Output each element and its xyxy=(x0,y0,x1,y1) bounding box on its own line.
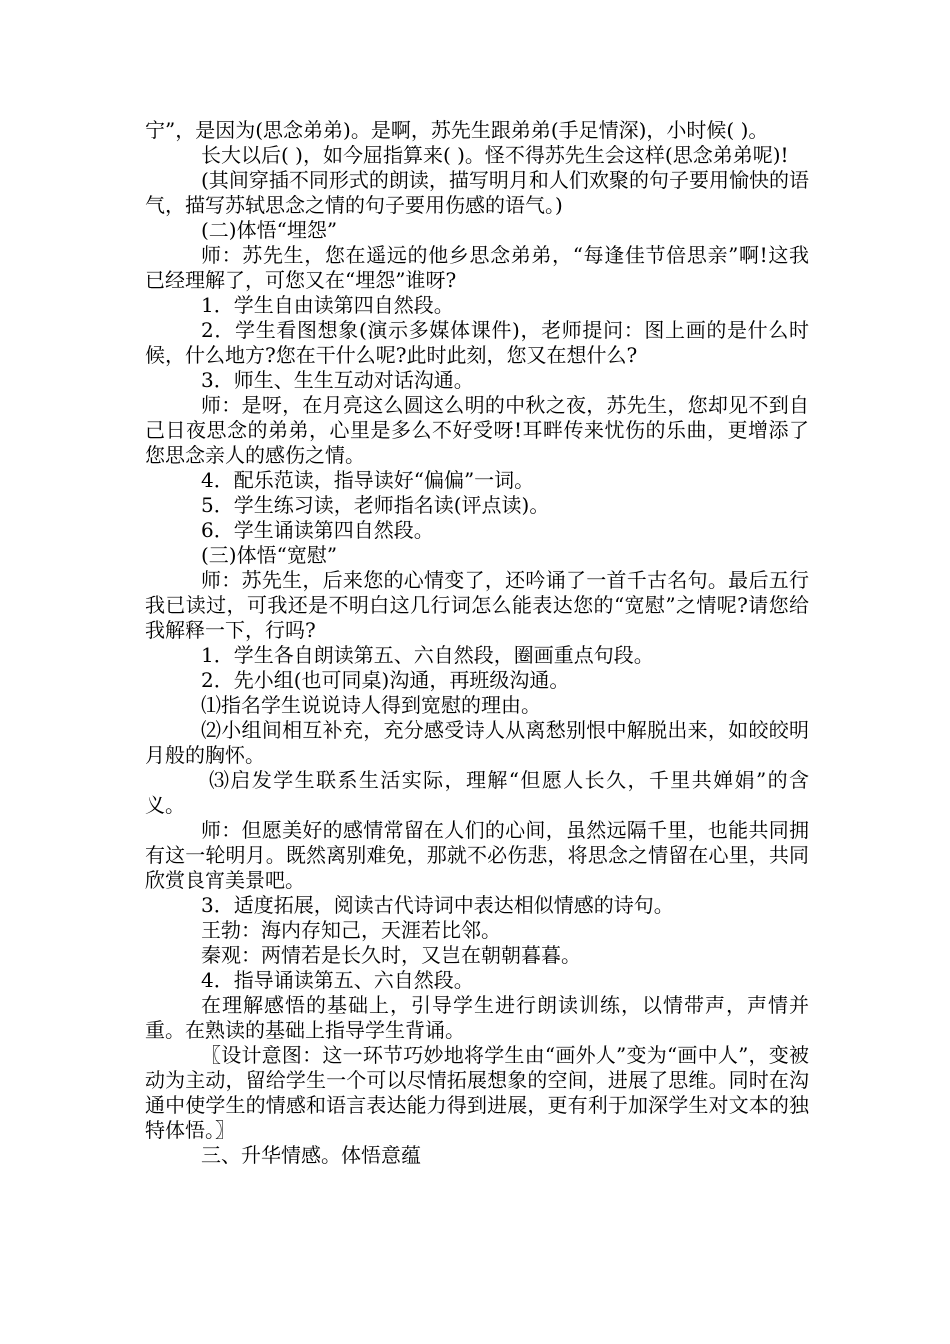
list-item: 2．先小组(也可同桌)沟通，再班级沟通。 xyxy=(201,668,570,692)
section-heading-mai-yuan: (二)体悟“埋怨” xyxy=(201,218,338,242)
paragraph-25: 在理解感悟的基础上，引导学生进行朗读训练，以情带声，声情并重。在熟读的基础上指导学生背诵。 xyxy=(145,993,809,1042)
paragraph-3: (其间穿插不同形式的朗读，描写明月和人们欢聚的句子要用愉快的语气，描写苏轼思念之情的句子要用伤感的语气。) xyxy=(145,168,809,217)
list-item: 3．适度拓展，阅读古代诗词中表达相似情感的诗句。 xyxy=(201,893,674,917)
sub-list-item: ⑴指名学生说说诗人得到宽慰的理由。 xyxy=(201,693,541,717)
list-item: 5．学生练习读，老师指名读(评点读)。 xyxy=(201,493,550,517)
paragraph-2: 长大以后( )，如今屈指算来( )。怪不得苏先生会这样(思念弟弟呢)! xyxy=(201,143,789,167)
poem-quote: 秦观：两情若是长久时，又岂在朝朝暮暮。 xyxy=(201,943,581,967)
section-heading-kuan-wei: (三)体悟“宽慰” xyxy=(201,543,338,567)
sub-list-item: ⑵小组间相互补充，充分感受诗人从离愁别恨中解脱出来，如皎皎明月般的胸怀。 xyxy=(145,718,809,767)
list-item: 1．学生自由读第四自然段。 xyxy=(201,293,454,317)
list-item: 1．学生各自朗读第五、六自然段，圈画重点句段。 xyxy=(201,643,654,667)
paragraph-14: 师：苏先生，后来您的心情变了，还吟诵了一首千古名句。最后五行我已读过，可我还是不明白这几行词怎么能表达您的“宽慰”之情呢?请您给我解释一下，行吗? xyxy=(145,568,809,642)
list-item: 4．配乐范读，指导读好“偏偏”一词。 xyxy=(201,468,535,492)
paragraph-5: 师：苏先生，您在遥远的他乡思念弟弟，“每逢佳节倍思亲”啊!这我已经理解了，可您又在“埋怨”谁呀? xyxy=(145,243,809,292)
paragraph-20: 师：但愿美好的感情常留在人们的心间，虽然远隔千里，也能共同拥有这一轮明月。既然离别难免，那就不必伤悲，将思念之情留在心里，共同欣赏良宵美景吧。 xyxy=(145,818,809,892)
section-heading-three: 三、升华情感。体悟意蕴 xyxy=(201,1143,421,1167)
list-item: 6．学生诵读第四自然段。 xyxy=(201,518,434,542)
list-item: 3．师生、生生互动对话沟通。 xyxy=(201,368,474,392)
paragraph-1: 宁”，是因为(思念弟弟)。是啊，苏先生跟弟弟(手足情深)，小时候( )。 xyxy=(145,118,769,142)
poem-quote: 王勃：海内存知己，天涯若比邻。 xyxy=(201,918,501,942)
list-item: 2．学生看图想象(演示多媒体课件)，老师提问：图上画的是什么时候，什么地方?您在干什么呢?此时此刻，您又在想什么? xyxy=(145,318,809,367)
design-intent-note: 〖设计意图：这一环节巧妙地将学生由“画外人”变为“画中人”，变被动为主动，留给学生一个可以尽情拓展想象的空间，进展了思维。同时在沟通中使学生的情感和语言表达能力得到进展，更有利于加深学生对文本的独特体悟。〗 xyxy=(145,1043,809,1142)
sub-list-item: ⑶启发学生联系生活实际，理解“但愿人长久，千里共婵娟”的含义。 xyxy=(145,768,809,817)
list-item: 4．指导诵读第五、六自然段。 xyxy=(201,968,474,992)
paragraph-9: 师：是呀，在月亮这么圆这么明的中秋之夜，苏先生，您却见不到自己日夜思念的弟弟，心里是多么不好受呀!耳畔传来忧伤的乐曲，更增添了您思念亲人的感伤之情。 xyxy=(145,393,809,467)
document-page xyxy=(145,118,809,1168)
